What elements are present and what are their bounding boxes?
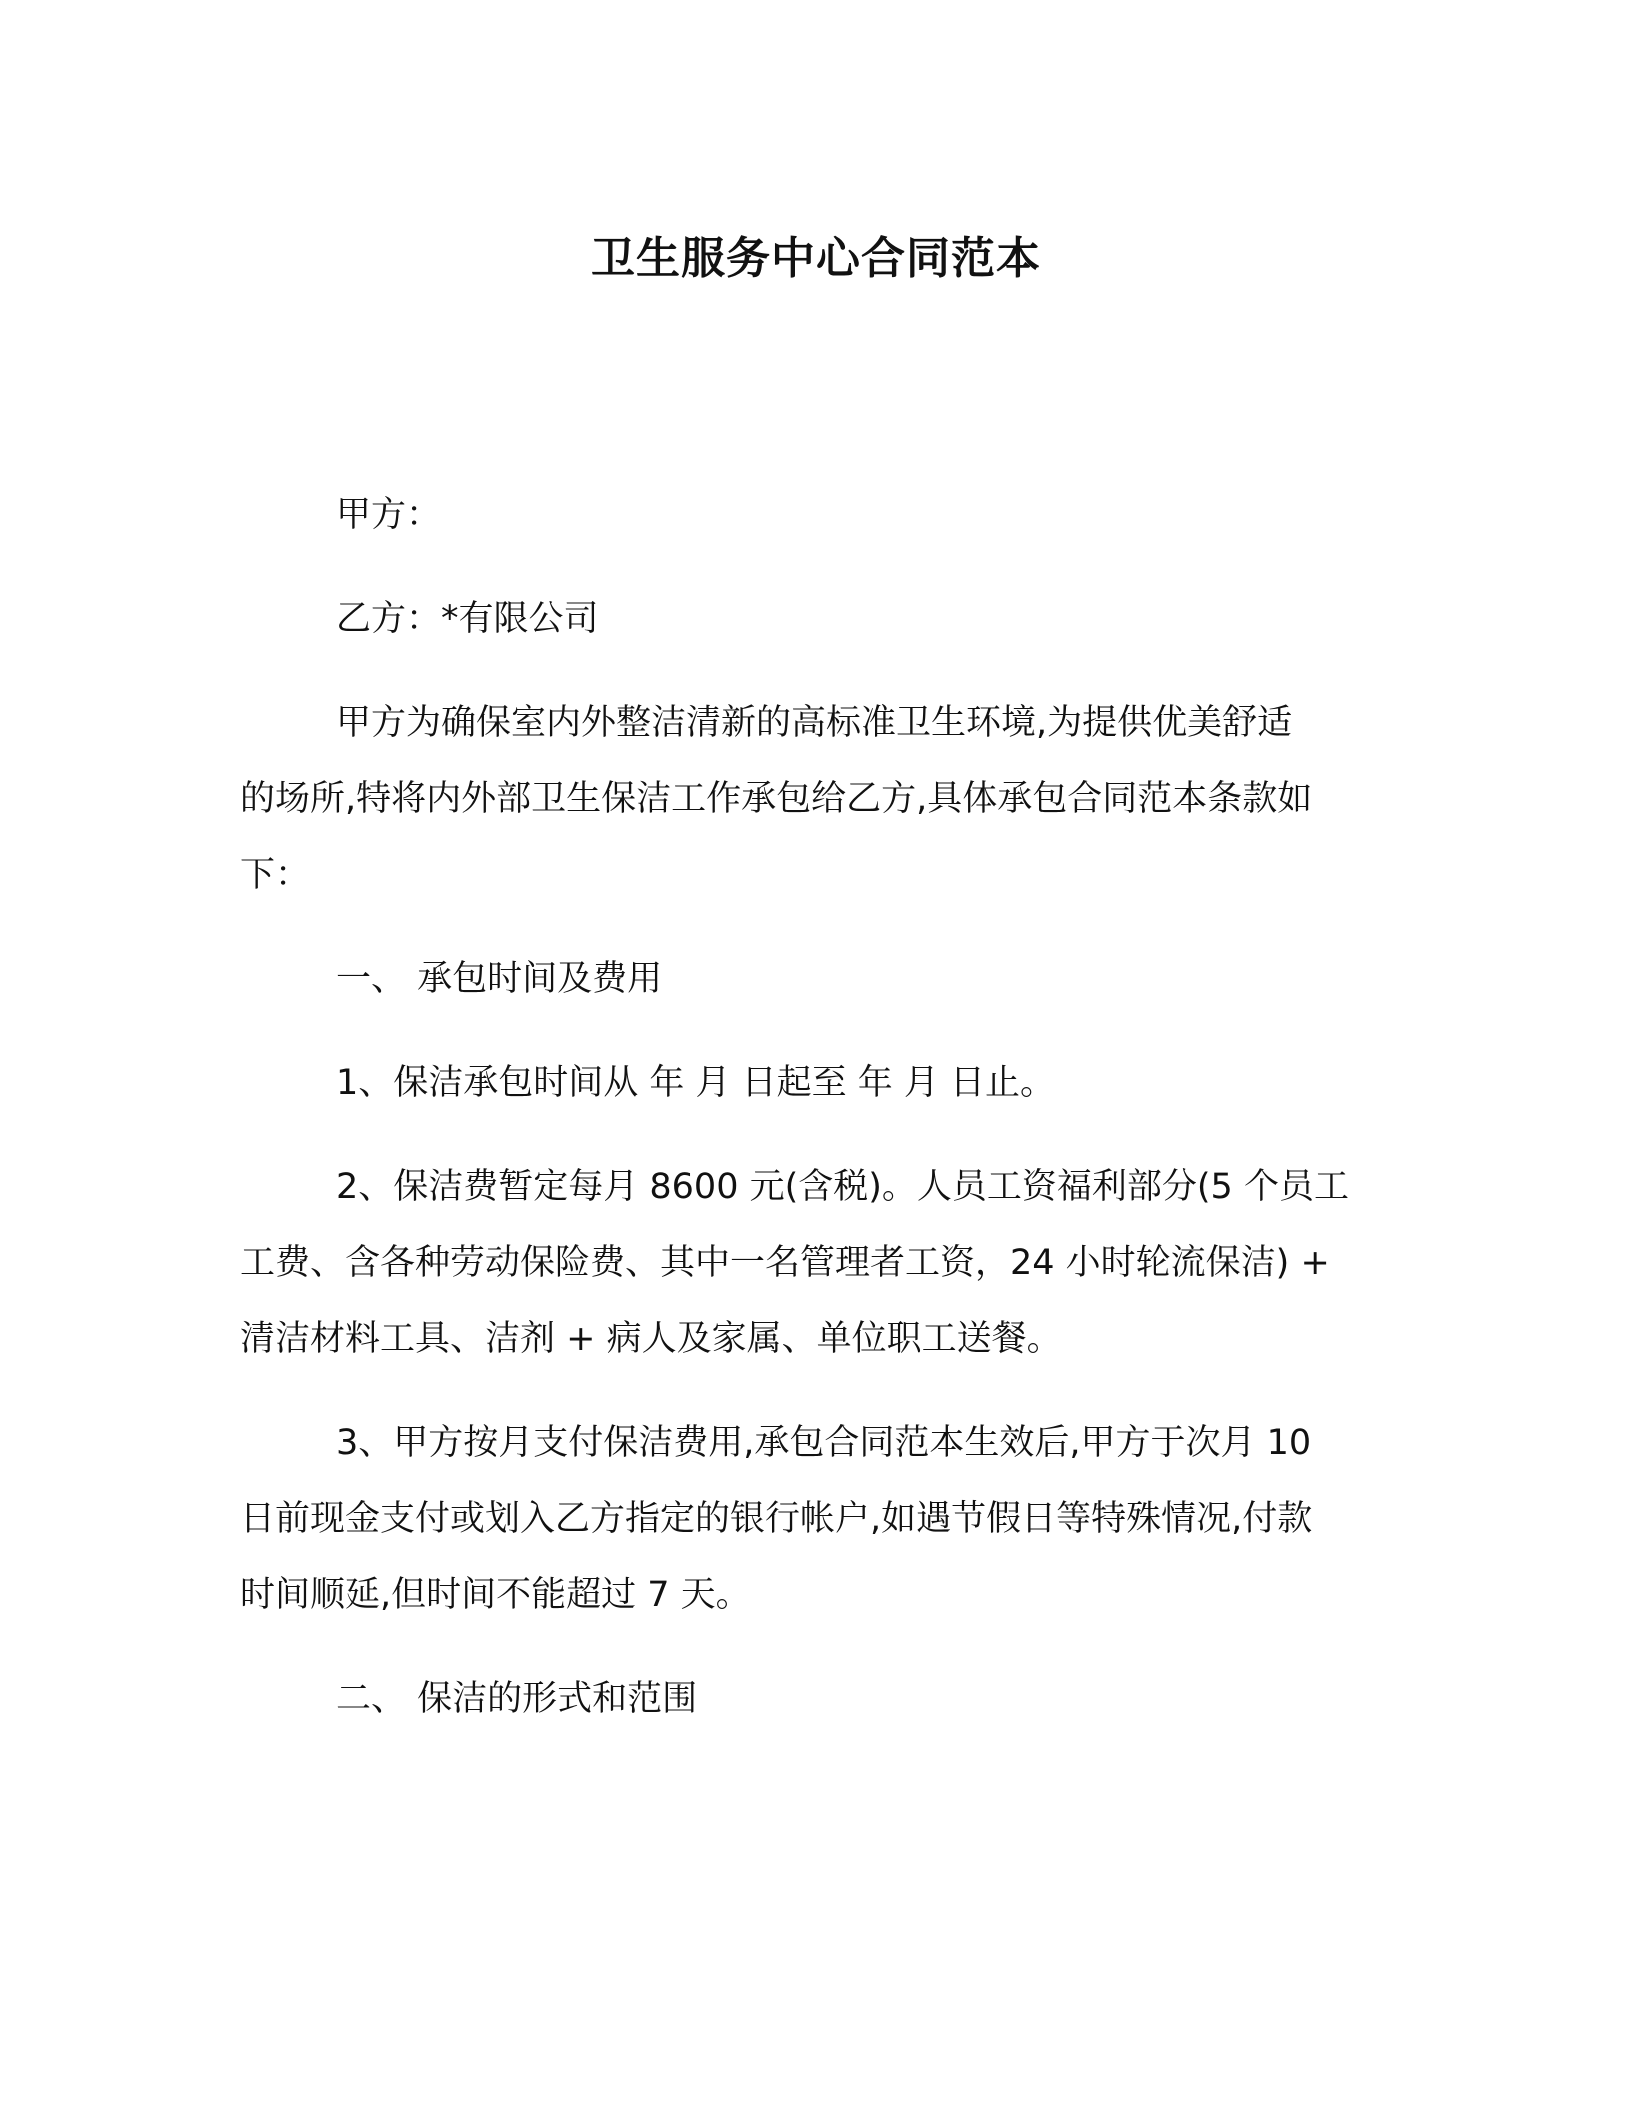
intro-line-2: 的场所,特将内外部卫生保洁工作承包给乙方,具体承包合同范本条款如 <box>240 779 1313 819</box>
section-2-heading: 二、 保洁的形式和范围 <box>336 1679 698 1719</box>
clause-2-line-3: 清洁材料工具、洁剂 + 病人及家属、单位职工送餐。 <box>240 1319 1062 1359</box>
clause-3-line-1: 3、甲方按月支付保洁费用,承包合同范本生效后,甲方于次月 10 <box>336 1423 1312 1463</box>
clause-3-line-2: 日前现金支付或划入乙方指定的银行帐户,如遇节假日等特殊情况,付款 <box>240 1499 1313 1539</box>
document-title: 卫生服务中心合同范本 <box>591 233 1041 284</box>
intro-line-1: 甲方为确保室内外整洁清新的高标准卫生环境,为提供优美舒适 <box>336 703 1293 743</box>
intro-line-3: 下： <box>240 855 311 895</box>
clause-1: 1、保洁承包时间从 年 月 日起至 年 月 日止。 <box>336 1063 1056 1103</box>
party-a-label: 甲方： <box>336 495 442 535</box>
clause-2-line-1: 2、保洁费暂定每月 8600 元(含税)。人员工资福利部分(5 个员工 <box>336 1167 1349 1207</box>
clause-2-line-2: 工费、含各种劳动保险费、其中一名管理者工资，24 小时轮流保洁) + <box>240 1243 1330 1283</box>
section-1-heading: 一、 承包时间及费用 <box>336 959 663 999</box>
party-b-line: 乙方：*有限公司 <box>336 599 599 639</box>
clause-3-line-3: 时间顺延,但时间不能超过 7 天。 <box>240 1575 751 1615</box>
